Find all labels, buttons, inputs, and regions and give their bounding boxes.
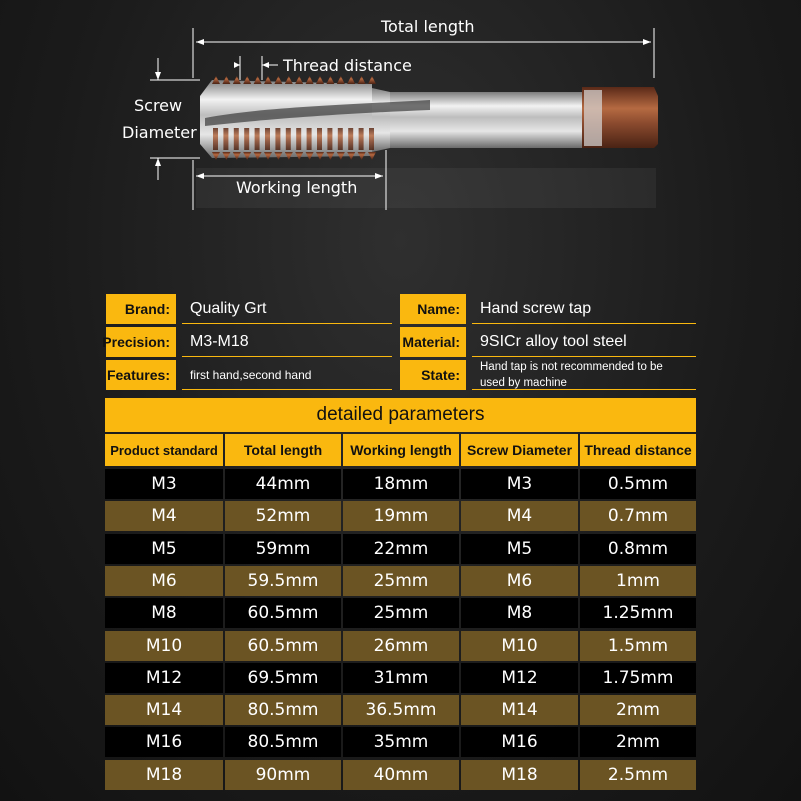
table-cell: 60.5mm — [225, 631, 341, 661]
table-cell: M4 — [461, 501, 578, 531]
spec-row-features — [106, 360, 694, 390]
thread-tooth — [255, 128, 260, 150]
table-cell: M12 — [461, 663, 578, 693]
state-value-line2: used by machine — [480, 376, 567, 389]
table-cell: M16 — [105, 727, 223, 757]
table-header-cell: Working length — [343, 434, 459, 466]
screw-diameter-label-line1: Screw — [134, 96, 183, 115]
spec-row-precision — [102, 327, 694, 357]
thread-tooth — [317, 128, 322, 150]
table-cell: 25mm — [343, 598, 459, 628]
name-value: Hand screw tap — [472, 294, 696, 324]
thread-tooth — [358, 76, 366, 84]
table-cell: M12 — [105, 663, 223, 693]
table-header-row — [105, 434, 696, 466]
table-header-cell: Thread distance — [580, 434, 696, 466]
table-cell: M3 — [461, 469, 578, 499]
thread-tooth — [274, 76, 282, 84]
spec-row-brand — [106, 294, 694, 324]
thread-tooth — [222, 76, 230, 84]
table-cell: M3 — [105, 469, 223, 499]
thread-tooth — [275, 128, 280, 150]
thread-tooth — [327, 128, 332, 150]
state-value — [472, 360, 696, 390]
features-value: first hand,second hand — [182, 360, 392, 390]
table-cell: 0.8mm — [580, 534, 696, 564]
precision-key: Precision: — [106, 327, 176, 357]
table-cell: 40mm — [343, 760, 459, 790]
table-row — [105, 534, 696, 564]
table-cell: M8 — [461, 598, 578, 628]
table-cell: M8 — [105, 598, 223, 628]
thread-tooth — [286, 128, 291, 150]
table-title: detailed parameters — [105, 398, 696, 432]
table-cell: 22mm — [343, 534, 459, 564]
state-value-line1: Hand tap is not recommended to be — [480, 360, 663, 373]
table-cell: M4 — [105, 501, 223, 531]
table-row — [105, 501, 696, 531]
table-cell: 0.7mm — [580, 501, 696, 531]
table-cell: 1mm — [580, 566, 696, 596]
total-length-label: Total length — [381, 17, 475, 36]
table-cell: 80.5mm — [225, 727, 341, 757]
table-header-cell: Total length — [225, 434, 341, 466]
table-cell: 36.5mm — [343, 695, 459, 725]
table-header-cell: Product standard — [105, 434, 223, 466]
table-cell: 52mm — [225, 501, 341, 531]
brand-value: Quality Grt — [182, 294, 392, 324]
thread-tooth — [243, 76, 251, 84]
table-row — [105, 727, 696, 757]
table-cell: 60.5mm — [225, 598, 341, 628]
thread-tooth — [285, 76, 293, 84]
table-row — [105, 760, 696, 790]
thread-tooth — [254, 76, 262, 84]
table-cell: 31mm — [343, 663, 459, 693]
name-key: Name: — [400, 294, 466, 324]
thread-tooth — [296, 128, 301, 150]
table-row — [105, 566, 696, 596]
table-header-cell: Screw Diameter — [461, 434, 578, 466]
thread-tooth — [326, 76, 334, 84]
table-cell: M14 — [105, 695, 223, 725]
table-cell: 0.5mm — [580, 469, 696, 499]
thread-tooth — [265, 128, 270, 150]
table-cell: 69.5mm — [225, 663, 341, 693]
table-row — [105, 663, 696, 693]
table-cell: 59mm — [225, 534, 341, 564]
table-cell: 35mm — [343, 727, 459, 757]
thread-distance-label: Thread distance — [283, 56, 412, 75]
table-cell: 59.5mm — [225, 566, 341, 596]
table-cell: M6 — [461, 566, 578, 596]
thread-tooth — [338, 128, 343, 150]
table-cell: M14 — [461, 695, 578, 725]
thread-tooth — [264, 76, 272, 84]
thread-distance-dimension — [234, 56, 278, 80]
brand-key: Brand: — [106, 294, 176, 324]
table-cell: M18 — [105, 760, 223, 790]
thread-tooth — [307, 128, 312, 150]
thread-tooth — [316, 76, 324, 84]
table-row — [105, 695, 696, 725]
thread-tooth — [306, 76, 314, 84]
state-key: State: — [400, 360, 466, 390]
table-cell: 44mm — [225, 469, 341, 499]
thread-tooth — [244, 128, 249, 150]
table-cell: 18mm — [343, 469, 459, 499]
table-cell: 1.5mm — [580, 631, 696, 661]
features-key: Features: — [106, 360, 176, 390]
screw-diameter-label-line2: Diameter — [122, 123, 197, 142]
table-cell: 25mm — [343, 566, 459, 596]
material-key: Material: — [400, 327, 466, 357]
table-cell: M18 — [461, 760, 578, 790]
thread-tooth — [212, 76, 220, 84]
thread-tooth — [223, 128, 228, 150]
thread-tooth — [359, 128, 364, 150]
precision-value: M3-M18 — [182, 327, 392, 357]
thread-tooth — [295, 76, 303, 84]
table-cell: M5 — [461, 534, 578, 564]
table-row — [105, 469, 696, 499]
table-cell: 90mm — [225, 760, 341, 790]
table-row — [105, 631, 696, 661]
table-cell: 2mm — [580, 695, 696, 725]
thread-tooth — [369, 128, 374, 150]
thread-tooth — [213, 128, 218, 150]
table-cell: 80.5mm — [225, 695, 341, 725]
table-cell: 1.25mm — [580, 598, 696, 628]
thread-tooth — [368, 76, 376, 84]
table-cell: M10 — [461, 631, 578, 661]
table-cell: 2.5mm — [580, 760, 696, 790]
table-cell: M16 — [461, 727, 578, 757]
table-cell: 26mm — [343, 631, 459, 661]
working-length-label: Working length — [236, 178, 358, 197]
thread-tooth — [337, 76, 345, 84]
thread-tooth — [347, 76, 355, 84]
table-cell: 19mm — [343, 501, 459, 531]
material-value: 9SICr alloy tool steel — [472, 327, 696, 357]
thread-tooth — [348, 128, 353, 150]
table-row — [105, 598, 696, 628]
table-cell: M10 — [105, 631, 223, 661]
table-cell: 2mm — [580, 727, 696, 757]
table-cell: M5 — [105, 534, 223, 564]
table-cell: 1.75mm — [580, 663, 696, 693]
table-cell: M6 — [105, 566, 223, 596]
thread-tooth — [234, 128, 239, 150]
